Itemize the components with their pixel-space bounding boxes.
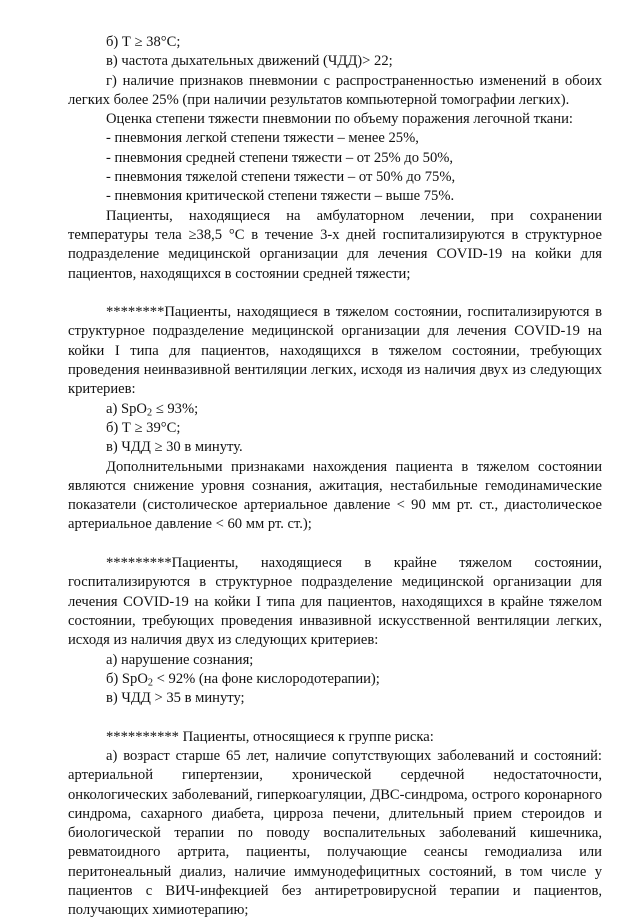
spo2-subscript: 2 xyxy=(146,407,153,419)
severe-additional-signs: Дополнительными признаками нахождения пациента в тяжелом состоянии являются снижение уровня сознания, ажитация, нестабильные гемодинамические показатели (систолическое артериальное давление < 90 мм рт. ст., диастолическое артериальное давление < 60 мм рт. ст.); xyxy=(68,458,602,533)
critical-criterion-consciousness: а) нарушение сознания; xyxy=(106,651,254,668)
severe-criterion-temperature: б) Т ≥ 39°С; xyxy=(106,419,181,436)
document-page xyxy=(68,33,602,921)
spo2-prefix: а) SpO xyxy=(106,400,147,417)
severity-intro: Оценка степени тяжести пневмонии по объему поражения легочной ткани: xyxy=(106,111,573,128)
spo2-value: ≤ 93%; xyxy=(152,400,199,417)
critical-state-paragraph: *********Пациенты, находящиеся в крайне тяжелом состоянии, госпитализируются в структурное подразделение медицинской организации для лечения COVID-19 на койки I типа для пациентов, находящихся в крайне тяжелом состоянии, требующих проведения инвазивной искусственной вентиляции легких, исходя из наличия двух из следующих критериев: xyxy=(68,555,602,649)
severity-item-critical: - пневмония критической степени тяжести – выше 75%. xyxy=(106,188,455,205)
severe-criterion-spo2 xyxy=(68,400,602,419)
severity-item-severe: - пневмония тяжелой степени тяжести – от 50% до 75%, xyxy=(106,169,456,186)
criterion-temperature: б) Т ≥ 38°С; xyxy=(106,34,181,50)
severe-criterion-respiratory-rate: в) ЧДД ≥ 30 в минуту. xyxy=(106,439,243,456)
critical-criterion-spo2 xyxy=(68,670,602,689)
outpatient-paragraph: Пациенты, находящиеся на амбулаторном лечении, при сохранении температуры тела ≥38,5 °С в течение 3-х дней госпитализируются в структурное подразделение медицинской организации для лечения COVID-19 на койки для пациентов, находящихся в состоянии средней тяжести; xyxy=(68,207,602,282)
risk-group-age-comorbidities: а) возраст старше 65 лет, наличие сопутствующих заболеваний и состояний: артериальной гипертензии, хронической сердечной недостаточности, онкологических заболеваний, гиперкоагуляции, ДВС-синдрома, острого коронарного синдрома, сахарного диабета, цирроза печени, длительный прием стероидов и биологической терапии по поводу воспалительных заболеваний кишечника, ревматоидного артрита, пациенты, получающие сеансы гемодиализа или перитонеальный диализ, наличие иммунодефицитных состояний, в том числе у пациентов с ВИЧ-инфекцией без антиретровирусной терапии и пациентов, получающих химиотерапию; xyxy=(68,747,602,919)
spo2-subscript: 2 xyxy=(147,677,153,689)
severity-item-moderate: - пневмония средней степени тяжести – от 25% до 50%, xyxy=(106,149,454,166)
risk-group-intro: ********** Пациенты, относящиеся к группе риска: xyxy=(106,728,434,745)
severe-state-paragraph: ********Пациенты, находящиеся в тяжелом состоянии, госпитализируются в структурное подразделение медицинской организации для лечения COVID-19 на койки I типа для пациентов, находящихся в тяжелом состоянии, требующих проведения неинвазивной вентиляции легких, исходя из наличия двух из следующих критериев: xyxy=(68,304,602,398)
critical-criterion-respiratory-rate: в) ЧДД > 35 в минуту; xyxy=(106,690,245,707)
severity-item-mild: - пневмония легкой степени тяжести – менее 25%, xyxy=(106,130,419,147)
spo2-value: < 92% (на фоне кислородотерапии); xyxy=(153,670,380,687)
criterion-pneumonia-signs: г) наличие признаков пневмонии с распространенностью изменений в обоих легких более 25% (при наличии результатов компьютерной томографии легких). xyxy=(68,72,602,108)
paragraph-gap xyxy=(68,708,602,727)
spo2-prefix: б) SpO xyxy=(106,670,148,687)
criterion-respiratory-rate: в) частота дыхательных движений (ЧДД)> 22; xyxy=(106,53,393,70)
paragraph-gap xyxy=(68,535,602,554)
paragraph-gap xyxy=(68,284,602,303)
